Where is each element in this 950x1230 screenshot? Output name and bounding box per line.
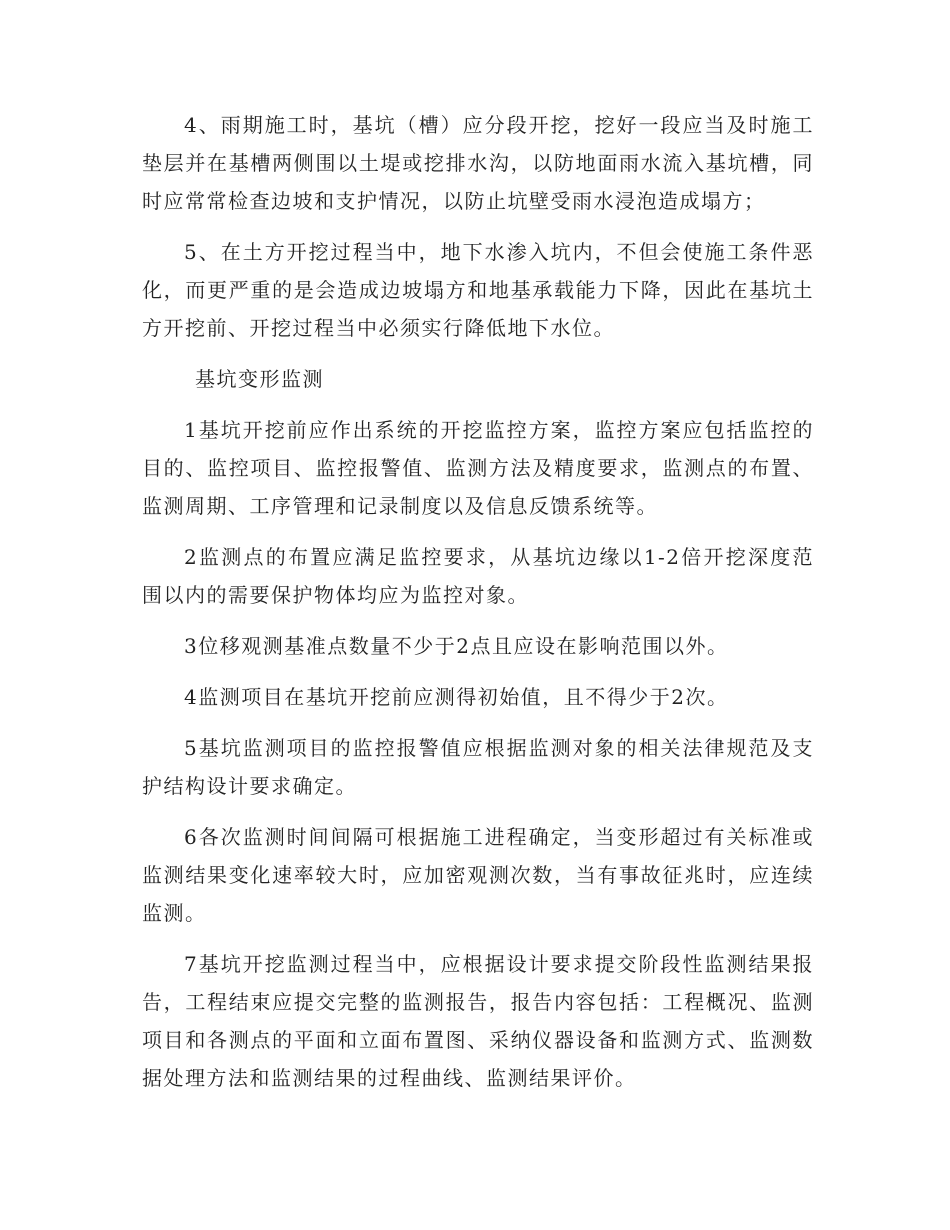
list-item: 3位移观测基准点数量不少于2点且应设在影响范围以外。: [184, 634, 729, 658]
paragraph-rainy-season: 4、雨期施工时，基坑（槽）应分段开挖，挖好一段应当及时施工垫层并在基槽两侧围以土堤或挖排水沟，以防地面雨水流入基坑槽，同时应常常检查边坡和支护情况，以防止坑壁受雨水浸泡造成塌方；: [142, 113, 814, 213]
list-item: 6各次监测时间间隔可根据施工进程确定，当变形超过有关标准或监测结果变化速率较大时，应加密观测次数，当有事故征兆时，应连续监测。: [142, 825, 814, 925]
section-heading: 基坑变形监测: [195, 367, 324, 391]
list-item: 7基坑开挖监测过程当中，应根据设计要求提交阶段性监测结果报告，工程结束应提交完整的监测报告，报告内容包括：工程概况、监测项目和各测点的平面和立面布置图、采纳仪器设备和监测方式、监测数据处理方法和监测结果的过程曲线、监测结果评价。: [142, 952, 814, 1090]
list-item: 5基坑监测项目的监控报警值应根据监测对象的相关法律规范及支护结构设计要求确定。: [142, 736, 814, 798]
list-item: 4监测项目在基坑开挖前应测得初始值，且不得少于2次。: [184, 685, 729, 709]
paragraph-groundwater: 5、在土方开挖过程当中，地下水渗入坑内，不但会使施工条件恶化，而更严重的是会造成边坡塌方和地基承载能力下降，因此在基坑土方开挖前、开挖过程当中必须实行降低地下水位。: [142, 240, 814, 340]
list-item: 1基坑开挖前应作出系统的开挖监控方案，监控方案应包括监控的目的、监控项目、监控报警值、监测方法及精度要求，监测点的布置、监测周期、工序管理和记录制度以及信息反馈系统等。: [142, 418, 814, 518]
document-body: [142, 106, 814, 1110]
list-item: 2监测点的布置应满足监控要求，从基坑边缘以1-2倍开挖深度范围以内的需要保护物体均应为监控对象。: [142, 545, 814, 607]
